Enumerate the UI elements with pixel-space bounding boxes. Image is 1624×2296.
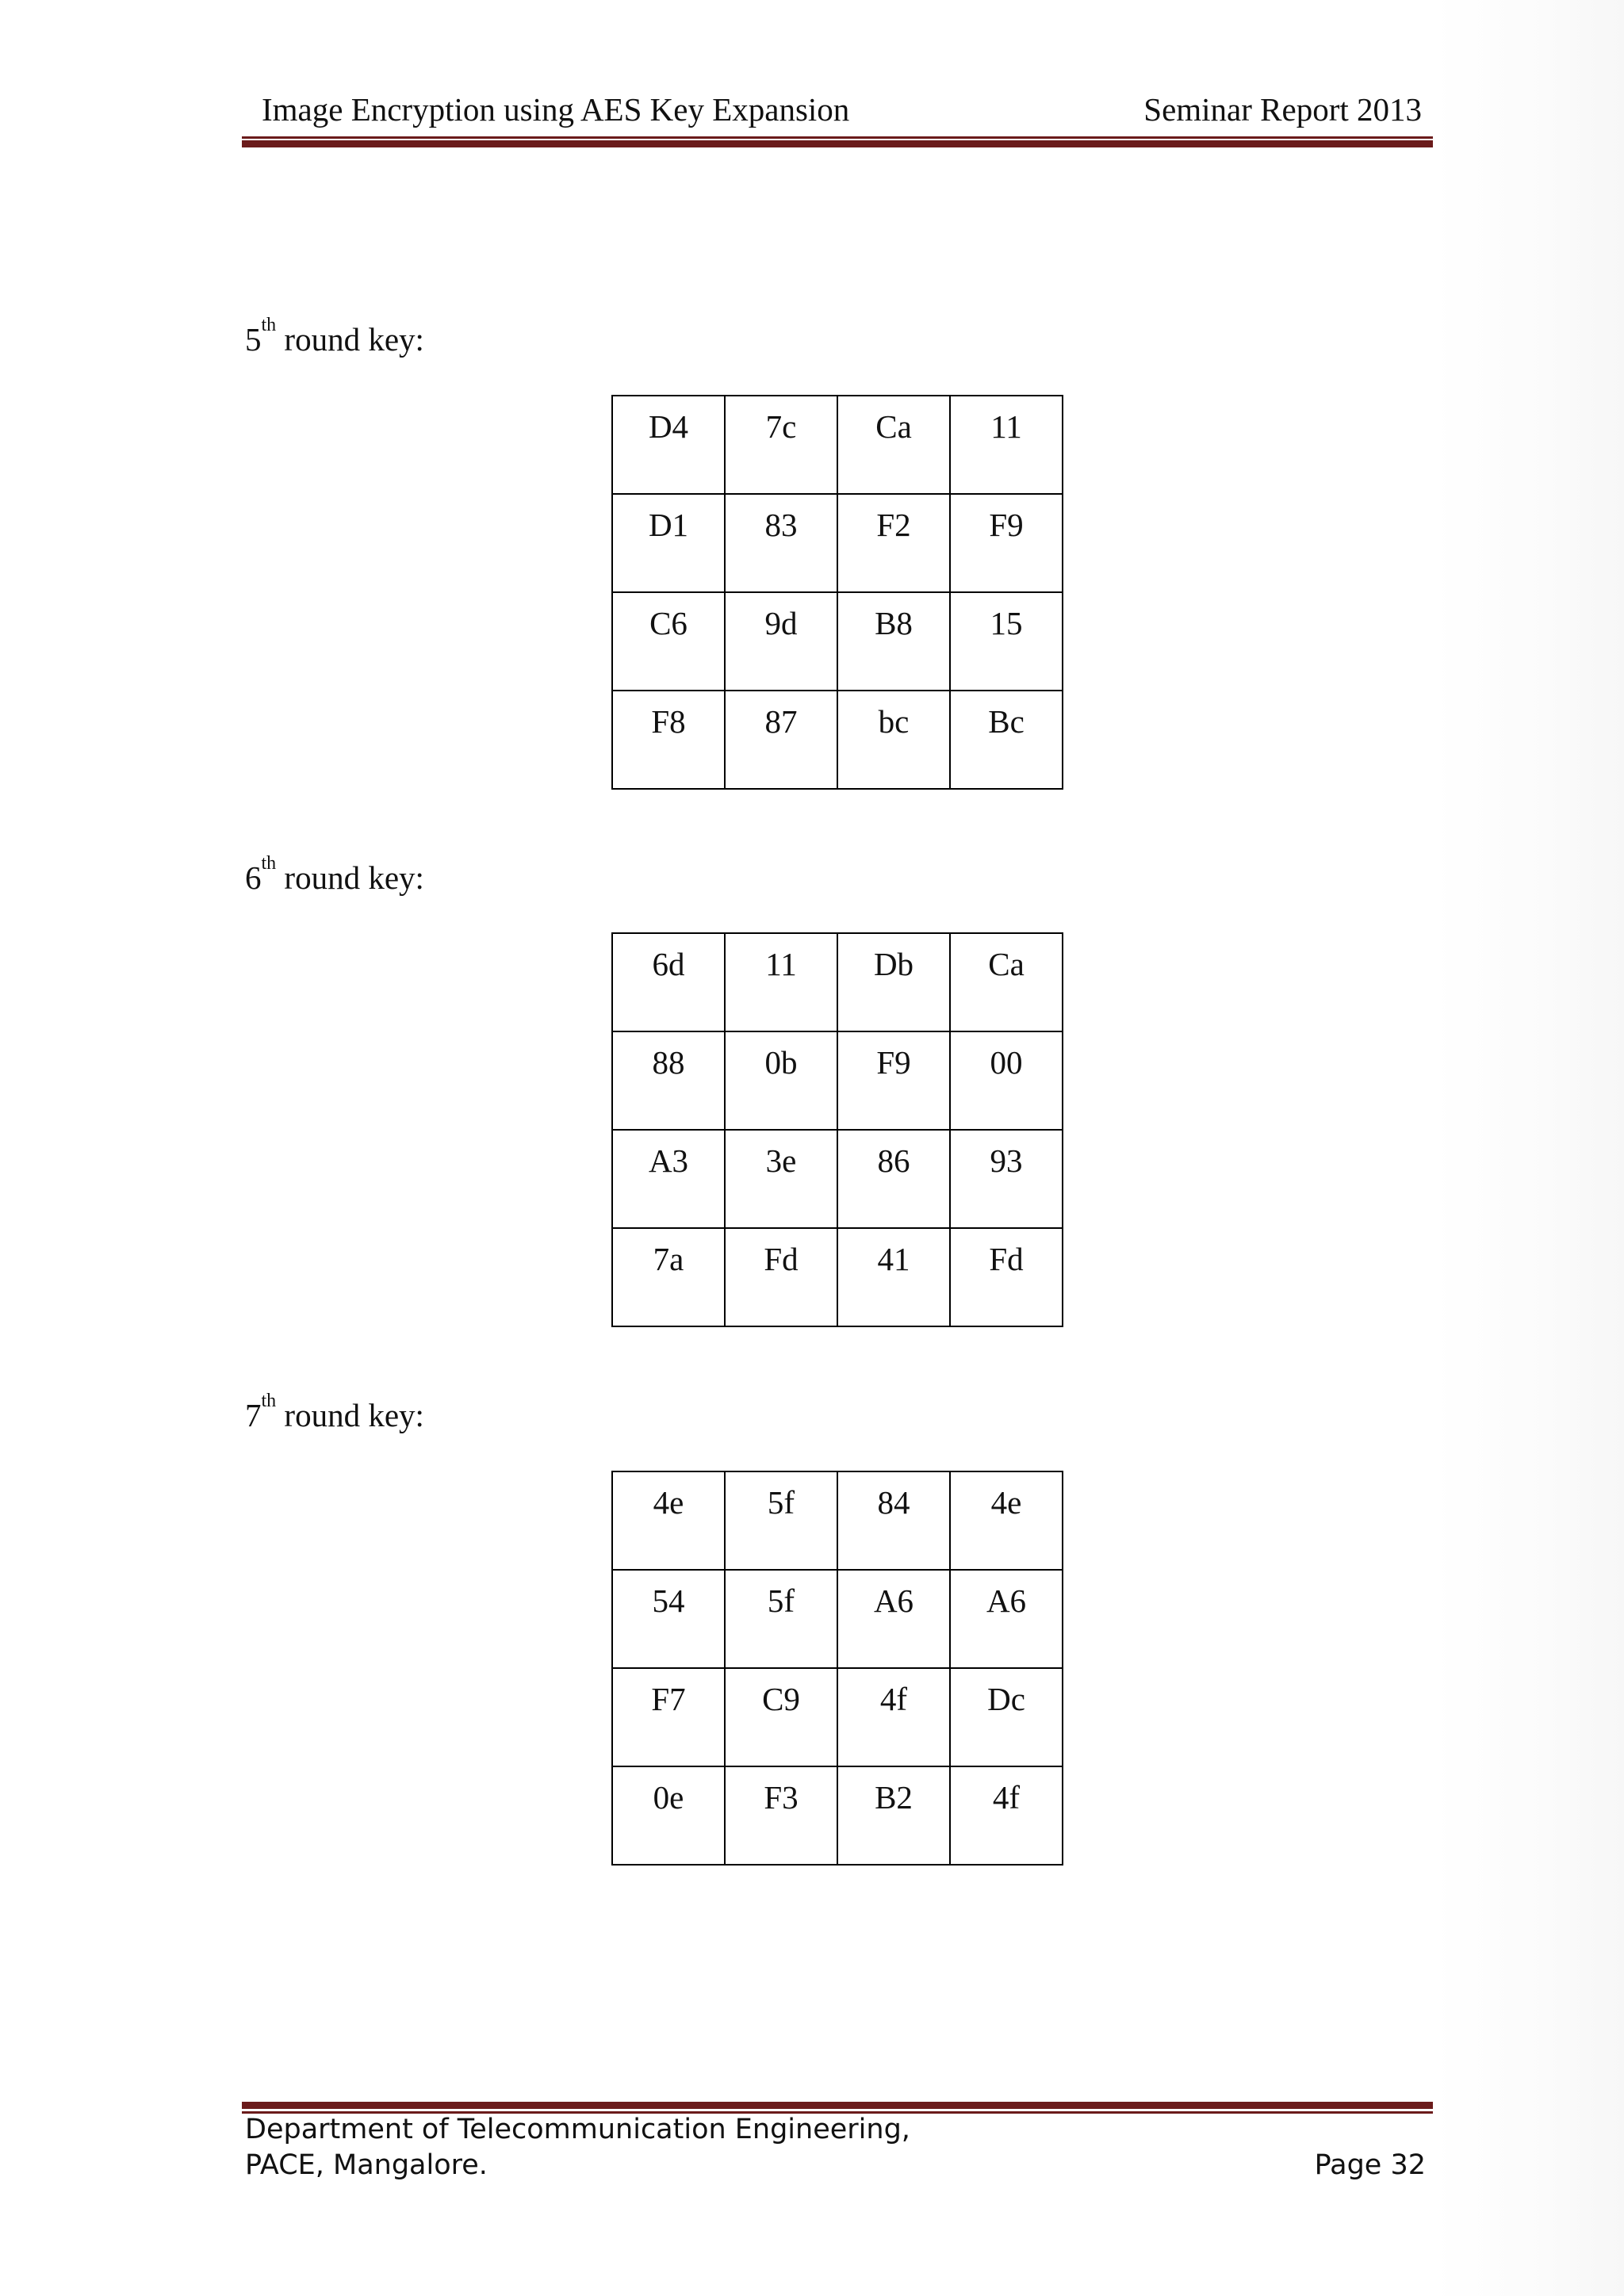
round-label-text: round key: (276, 859, 424, 896)
key-cell: 54 (612, 1570, 725, 1668)
key-cell: 7a (612, 1228, 725, 1326)
footer-department: Department of Telecommunication Engineering, (245, 2114, 910, 2145)
table-row (612, 592, 1063, 691)
key-cell: F9 (837, 1031, 950, 1130)
header-rule-thick (242, 140, 1433, 147)
key-cell: 5f (725, 1570, 837, 1668)
key-cell: Db (837, 933, 950, 1031)
key-cell: A6 (950, 1570, 1063, 1668)
table-row (612, 1031, 1063, 1130)
key-cell: 4e (950, 1471, 1063, 1570)
table-row (612, 1130, 1063, 1228)
round-key-table-7 (611, 1471, 1063, 1866)
round-label-text: round key: (276, 1397, 424, 1433)
key-cell: B2 (837, 1766, 950, 1865)
key-cell: 4e (612, 1471, 725, 1570)
key-cell: bc (837, 691, 950, 789)
key-cell: Fd (950, 1228, 1063, 1326)
key-cell: F8 (612, 691, 725, 789)
key-cell: 41 (837, 1228, 950, 1326)
key-cell: C9 (725, 1668, 837, 1766)
key-cell: 0e (612, 1766, 725, 1865)
key-cell: Ca (950, 933, 1063, 1031)
key-cell: Bc (950, 691, 1063, 789)
round-ordinal-suffix: th (261, 853, 277, 874)
key-cell: D1 (612, 494, 725, 592)
key-cell: Dc (950, 1668, 1063, 1766)
key-cell: 93 (950, 1130, 1063, 1228)
key-cell: 3e (725, 1130, 837, 1228)
key-cell: A3 (612, 1130, 725, 1228)
key-cell: A6 (837, 1570, 950, 1668)
footer-page-number: Page 32 (1314, 2149, 1426, 2181)
key-cell: Fd (725, 1228, 837, 1326)
header-title: Image Encryption using AES Key Expansion (262, 91, 850, 128)
key-cell: 6d (612, 933, 725, 1031)
round-key-label-7 (245, 1391, 424, 1434)
round-key-table-6 (611, 932, 1063, 1327)
table-row (612, 933, 1063, 1031)
round-ordinal: 5 (245, 321, 262, 358)
table-row (612, 1766, 1063, 1865)
table-row (612, 1228, 1063, 1326)
round-key-label-5 (245, 315, 424, 358)
round-ordinal: 6 (245, 859, 262, 896)
key-cell: 84 (837, 1471, 950, 1570)
table-row (612, 494, 1063, 592)
key-cell: 00 (950, 1031, 1063, 1130)
key-cell: 86 (837, 1130, 950, 1228)
table-row (612, 1668, 1063, 1766)
round-ordinal: 7 (245, 1397, 262, 1433)
key-cell: 0b (725, 1031, 837, 1130)
key-cell: 4f (950, 1766, 1063, 1865)
footer-college: PACE, Mangalore. (245, 2149, 488, 2181)
round-key-table-5 (611, 395, 1063, 790)
key-cell: Ca (837, 396, 950, 494)
table-row (612, 396, 1063, 494)
key-cell: 11 (950, 396, 1063, 494)
page-edge-shadow (1434, 0, 1624, 2296)
key-cell: 9d (725, 592, 837, 691)
round-key-label-6 (245, 853, 424, 897)
table-row (612, 1471, 1063, 1570)
round-ordinal-suffix: th (261, 315, 277, 335)
key-cell: 88 (612, 1031, 725, 1130)
key-cell: 11 (725, 933, 837, 1031)
key-cell: B8 (837, 592, 950, 691)
page-header (242, 86, 1427, 143)
key-cell: F3 (725, 1766, 837, 1865)
key-cell: F9 (950, 494, 1063, 592)
round-ordinal-suffix: th (261, 1391, 277, 1411)
key-cell: C6 (612, 592, 725, 691)
header-rule-thin (242, 136, 1433, 139)
footer-rule-thick (242, 2102, 1433, 2109)
key-cell: 7c (725, 396, 837, 494)
key-cell: F2 (837, 494, 950, 592)
table-row (612, 1570, 1063, 1668)
key-cell: F7 (612, 1668, 725, 1766)
table-row (612, 691, 1063, 789)
key-cell: 5f (725, 1471, 837, 1570)
header-report-label: Seminar Report 2013 (1143, 91, 1422, 128)
key-cell: 83 (725, 494, 837, 592)
key-cell: 87 (725, 691, 837, 789)
key-cell: D4 (612, 396, 725, 494)
round-label-text: round key: (276, 321, 424, 358)
key-cell: 4f (837, 1668, 950, 1766)
key-cell: 15 (950, 592, 1063, 691)
